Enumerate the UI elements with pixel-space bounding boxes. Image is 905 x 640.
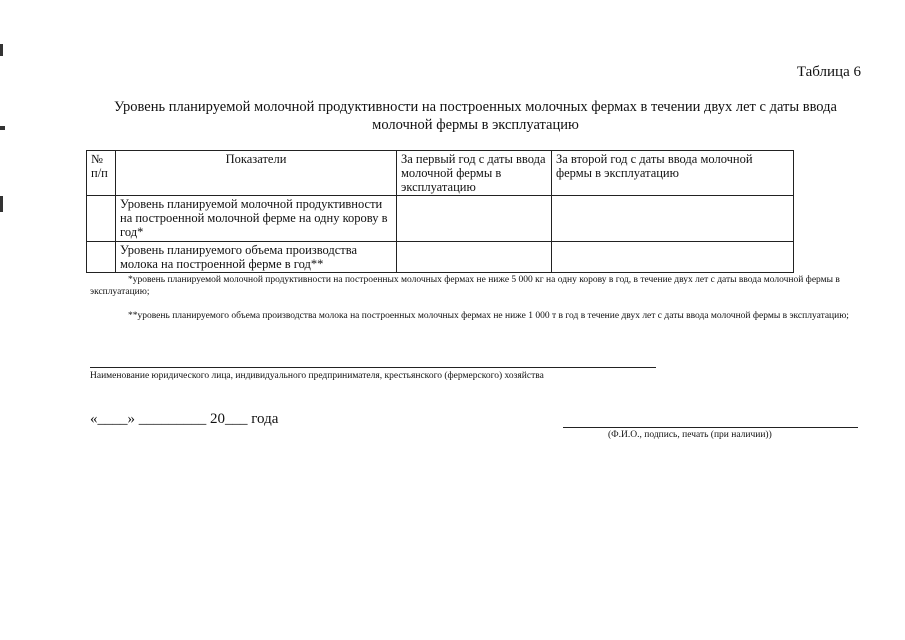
row-indicator-cell: Уровень планируемой молочной продуктивности на построенной молочной ферме на одну корову в год* — [116, 196, 397, 242]
scan-margin-mark — [0, 196, 3, 212]
date-line: «____» _________ 20___ года — [90, 411, 279, 427]
row-second-year-cell — [552, 242, 794, 273]
organization-name-line — [90, 367, 656, 368]
row-number-cell — [87, 242, 116, 273]
title-line: Уровень планируемой молочной продуктивности на построенных молочных фермах в течении двух лет с даты ввода — [114, 99, 837, 115]
title-line: молочной фермы в эксплуатацию — [372, 117, 579, 133]
signature-caption: (Ф.И.О., подпись, печать (при наличии)) — [608, 430, 772, 440]
table-header-row — [87, 151, 794, 196]
document-title — [88, 98, 863, 134]
table-label: Таблица 6 — [796, 64, 861, 80]
row-first-year-cell — [397, 196, 552, 242]
row-indicator-cell: Уровень планируемого объема производства молока на построенной ферме в год** — [116, 242, 397, 273]
signature-line — [563, 427, 858, 428]
scan-margin-mark — [0, 44, 3, 56]
scan-margin-mark — [0, 126, 5, 130]
row-first-year-cell — [397, 242, 552, 273]
footnote-2: **уровень планируемого объема производства молока на построенных молочных фермах не ниже 1 000 т в год в течение двух лет с даты ввода молочной фермы в эксплуатацию; — [128, 311, 849, 321]
header-second-year: За второй год с даты ввода молочной фермы в эксплуатацию — [552, 151, 794, 196]
header-number-line: № — [91, 152, 103, 166]
header-number-line: п/п — [91, 166, 108, 180]
table-row — [87, 196, 794, 242]
header-number — [87, 151, 116, 196]
header-indicators: Показатели — [116, 151, 397, 196]
footnote-1: *уровень планируемой молочной продуктивности на построенных молочных фермах не ниже 5 000 кг на одну корову в год, в течение двух лет с даты ввода молочной фермы в эксплуатацию; — [90, 275, 840, 297]
productivity-table — [86, 150, 794, 273]
row-number-cell — [87, 196, 116, 242]
table-row — [87, 242, 794, 273]
row-second-year-cell — [552, 196, 794, 242]
header-first-year: За первый год с даты ввода молочной фермы в эксплуатацию — [397, 151, 552, 196]
organization-caption: Наименование юридического лица, индивидуального предпринимателя, крестьянского (фермерского) хозяйства — [90, 371, 544, 381]
